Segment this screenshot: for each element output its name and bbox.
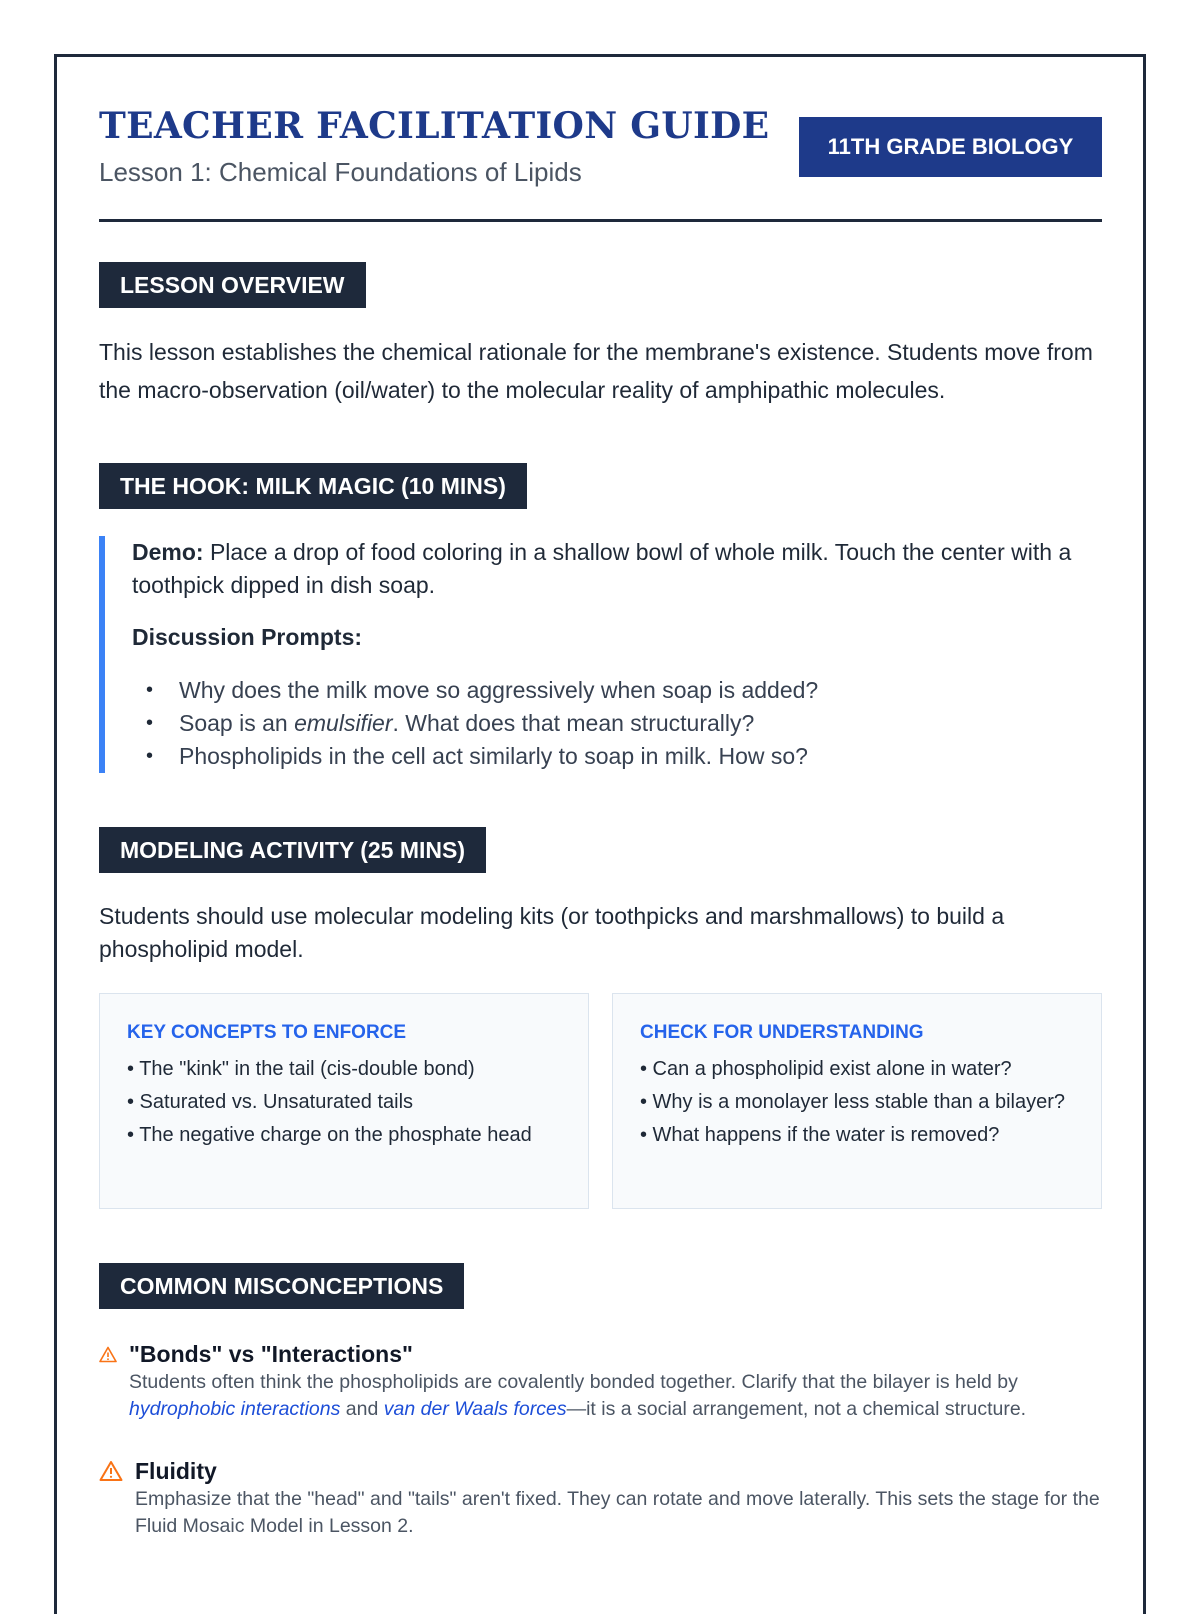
activity-cards bbox=[99, 993, 1102, 1209]
bullet: • bbox=[146, 745, 154, 767]
text-segment: Students often think the phospholipids are covalently bonded together. Clarify that the bilayer is held by bbox=[129, 1371, 1018, 1393]
card-title: CHECK FOR UNDERSTANDING bbox=[640, 1022, 924, 1043]
list-item bbox=[132, 674, 1102, 707]
list-item: • The negative charge on the phosphate head bbox=[127, 1124, 532, 1146]
bullet: • bbox=[146, 712, 154, 734]
list-item bbox=[132, 740, 1102, 773]
list-item: • What happens if the water is removed? bbox=[640, 1124, 1000, 1146]
prompt-text: . What does that mean structurally? bbox=[392, 710, 755, 736]
misconception-text bbox=[129, 1369, 1102, 1423]
modeling-section bbox=[99, 827, 1102, 1209]
overview-section bbox=[99, 262, 1102, 409]
demo-paragraph bbox=[132, 536, 1102, 602]
check-understanding-list bbox=[640, 1056, 1075, 1149]
misconception-text: Emphasize that the "head" and "tails" aren't fixed. They can rotate and move laterally. This sets the stage for the Fluid Mosaic Model in Lesson 2. bbox=[135, 1488, 1100, 1537]
misconception-title: "Bonds" vs "Interactions" bbox=[129, 1341, 413, 1367]
prompt-text: Phospholipids in the cell act similarly to soap in milk. How so? bbox=[179, 743, 808, 769]
list-item bbox=[132, 707, 1102, 740]
misconception-item bbox=[99, 1456, 1102, 1540]
document-header bbox=[99, 57, 1102, 222]
list-item: • Saturated vs. Unsaturated tails bbox=[127, 1091, 414, 1113]
overview-heading: LESSON OVERVIEW bbox=[99, 262, 366, 308]
prompts-label: Discussion Prompts: bbox=[132, 624, 363, 650]
demo-label: Demo: bbox=[132, 539, 204, 565]
misconceptions-section bbox=[99, 1263, 1102, 1540]
highlight-term: van der Waals forces bbox=[383, 1398, 567, 1420]
warning-icon bbox=[99, 1346, 117, 1363]
hook-callout bbox=[99, 536, 1102, 773]
misconception-item bbox=[99, 1339, 1102, 1423]
misconceptions-heading: COMMON MISCONCEPTIONS bbox=[99, 1263, 464, 1309]
prompt-emphasis: emulsifier bbox=[294, 710, 393, 736]
lesson-subtitle: Lesson 1: Chemical Foundations of Lipids bbox=[99, 157, 582, 187]
highlight-term: hydrophobic interactions bbox=[129, 1398, 341, 1420]
document-title: TEACHER FACILITATION GUIDE bbox=[99, 105, 770, 147]
list-item: • Why is a monolayer less stable than a bilayer? bbox=[640, 1091, 1065, 1113]
prompt-text: Soap is an bbox=[179, 710, 295, 736]
bullet: • bbox=[146, 679, 154, 701]
modeling-text: Students should use molecular modeling kits (or toothpicks and marshmallows) to build a phospholipid model. bbox=[99, 903, 1005, 962]
key-concepts-card bbox=[99, 993, 589, 1209]
hook-heading: THE HOOK: MILK MAGIC (10 MINS) bbox=[99, 463, 527, 509]
discussion-prompts bbox=[132, 674, 1102, 773]
page-content bbox=[99, 57, 1102, 1540]
warning-icon bbox=[99, 1460, 123, 1482]
overview-text: This lesson establishes the chemical rationale for the membrane's existence. Students move from the macro-observation (oil/water) to the molecular reality of amphipathic molecules. bbox=[99, 339, 1093, 403]
list-item: • Can a phospholipid exist alone in water? bbox=[640, 1058, 1012, 1080]
modeling-heading: MODELING ACTIVITY (25 MINS) bbox=[99, 827, 486, 873]
card-title: KEY CONCEPTS TO ENFORCE bbox=[127, 1022, 407, 1043]
key-concepts-list bbox=[127, 1056, 562, 1149]
list-item: • The "kink" in the tail (cis-double bond) bbox=[127, 1058, 475, 1080]
demo-text: Place a drop of food coloring in a shallow bowl of whole milk. Touch the center with a toothpick dipped in dish soap. bbox=[132, 539, 1072, 598]
prompt-text: Why does the milk move so aggressively when soap is added? bbox=[179, 677, 819, 703]
check-understanding-card bbox=[612, 993, 1102, 1209]
hook-section bbox=[99, 463, 1102, 773]
text-segment: —it is a social arrangement, not a chemical structure. bbox=[566, 1398, 1027, 1420]
misconception-title: Fluidity bbox=[135, 1458, 217, 1484]
page-frame bbox=[54, 54, 1146, 1614]
text-segment: and bbox=[340, 1398, 384, 1420]
grade-badge: 11TH GRADE BIOLOGY bbox=[799, 117, 1102, 177]
